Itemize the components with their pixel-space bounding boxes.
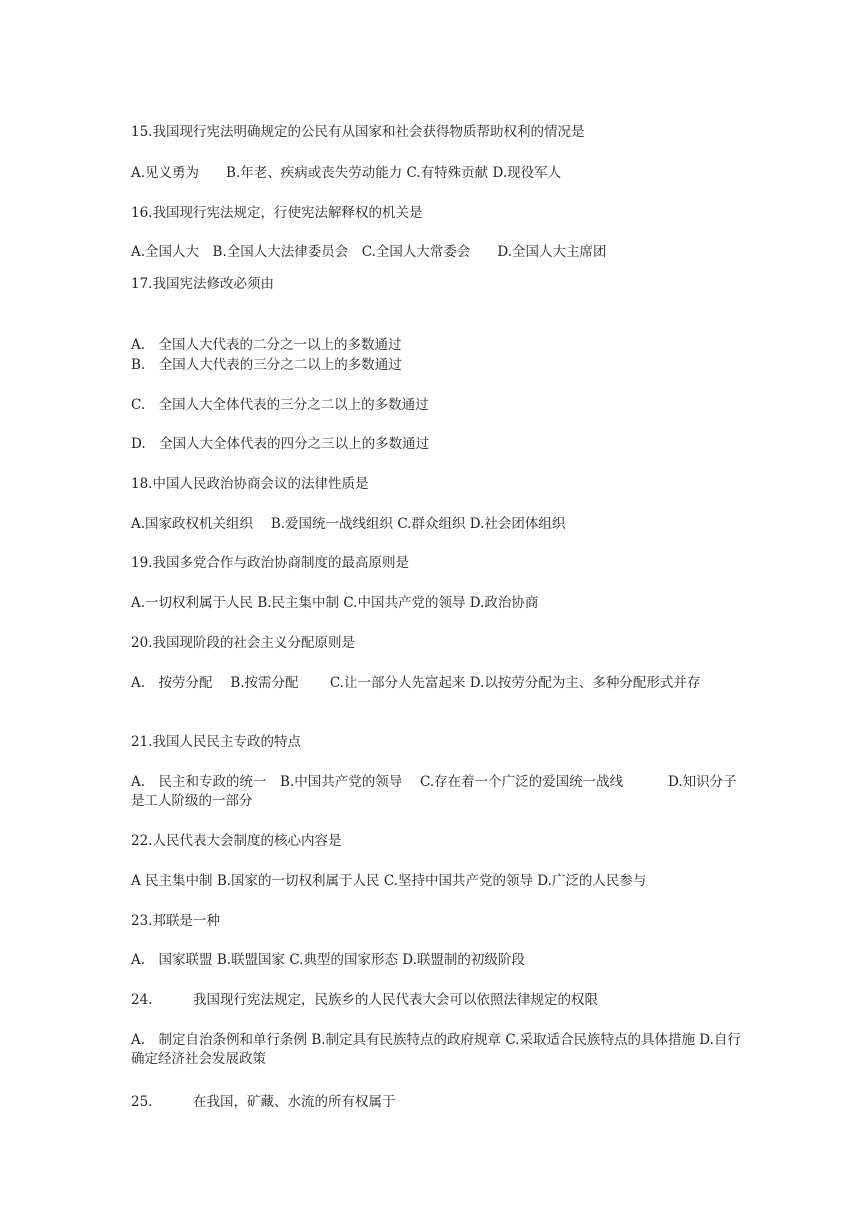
question-23-options: A. 国家联盟 B.联盟国家 C.典型的国家形态 D.联盟制的初级阶段 <box>131 952 525 968</box>
question-23-stem <box>131 912 741 931</box>
question-number: 18. <box>131 476 153 492</box>
question-16-stem <box>131 204 741 223</box>
question-number: 19. <box>131 555 153 571</box>
question-16-options: A.全国人大 B.全国人大法律委员会 C.全国人大常委会 D.全国人大主席团 <box>131 244 607 260</box>
question-number: 24. <box>131 992 153 1008</box>
question-21-options: A. 民主和专政的统一 B.中国共产党的领导 C.存在着一个广泛的爱国统一战线 D.知识分子是工人阶级的一部分 <box>131 774 737 809</box>
question-22-options: A 民主集中制 B.国家的一切权利属于人民 C.坚持中国共产党的领导 D.广泛的人民参与 <box>131 873 647 889</box>
question-text: 中国人民政治协商会议的法律性质是 <box>152 476 369 492</box>
question-number: 20. <box>131 635 153 651</box>
question-number: 23. <box>131 913 153 929</box>
question-24-stem <box>131 991 741 1010</box>
question-text: 我国现阶段的社会主义分配原则是 <box>152 635 355 651</box>
question-text: 在我国，矿藏、水流的所有权属于 <box>152 1094 396 1110</box>
question-17-option-d: D. 全国人大全体代表的四分之三以上的多数通过 <box>131 436 430 452</box>
question-17-stem <box>131 275 741 294</box>
question-text: 我国宪法修改必须由 <box>152 276 274 292</box>
question-text: 我国现行宪法规定，民族乡的人民代表大会可以依照法律规定的权限 <box>152 992 598 1008</box>
question-number: 16. <box>131 205 153 221</box>
question-number: 22. <box>131 833 153 849</box>
question-text: 我国现行宪法规定，行使宪法解释权的机关是 <box>152 205 423 221</box>
question-text: 邦联是一种 <box>152 913 220 929</box>
question-number: 25. <box>131 1094 153 1110</box>
question-text: 我国多党合作与政治协商制度的最高原则是 <box>152 555 409 571</box>
question-number: 21. <box>131 734 153 750</box>
question-17-option-b: B. 全国人大代表的三分之二以上的多数通过 <box>131 357 402 373</box>
question-21-stem <box>131 733 741 752</box>
question-text: 人民代表大会制度的核心内容是 <box>152 833 342 849</box>
question-text: 我国人民民主专政的特点 <box>152 734 301 750</box>
question-18-options: A.国家政权机关组织 B.爱国统一战线组织 C.群众组织 D.社会团体组织 <box>131 516 566 532</box>
question-15-options: A.见义勇为 B.年老、疾病或丧失劳动能力 C.有特殊贡献 D.现役军人 <box>131 165 562 181</box>
question-15-stem <box>131 123 741 142</box>
question-19-options: A.一切权利属于人民 B.民主集中制 C.中国共产党的领导 D.政治协商 <box>131 595 539 611</box>
question-number: 15. <box>131 124 153 140</box>
question-24-options: A. 制定自治条例和单行条例 B.制定具有民族特点的政府规章 C.采取适合民族特点的具体措施 D.自行确定经济社会发展政策 <box>131 1032 741 1067</box>
question-number: 17. <box>131 276 153 292</box>
question-18-stem <box>131 475 741 494</box>
question-20-options: A. 按劳分配 B.按需分配 C.让一部分人先富起来 D.以按劳分配为主、多种分配形式并存 <box>131 675 701 691</box>
question-25-stem <box>131 1093 741 1112</box>
question-17-option-a: A. 全国人大代表的二分之一以上的多数通过 <box>131 337 402 353</box>
question-text: 我国现行宪法明确规定的公民有从国家和社会获得物质帮助权利的情况是 <box>152 124 585 140</box>
question-20-stem <box>131 634 741 653</box>
question-22-stem <box>131 832 741 851</box>
question-17-option-c: C. 全国人大全体代表的三分之二以上的多数通过 <box>131 397 429 413</box>
question-19-stem <box>131 554 741 573</box>
